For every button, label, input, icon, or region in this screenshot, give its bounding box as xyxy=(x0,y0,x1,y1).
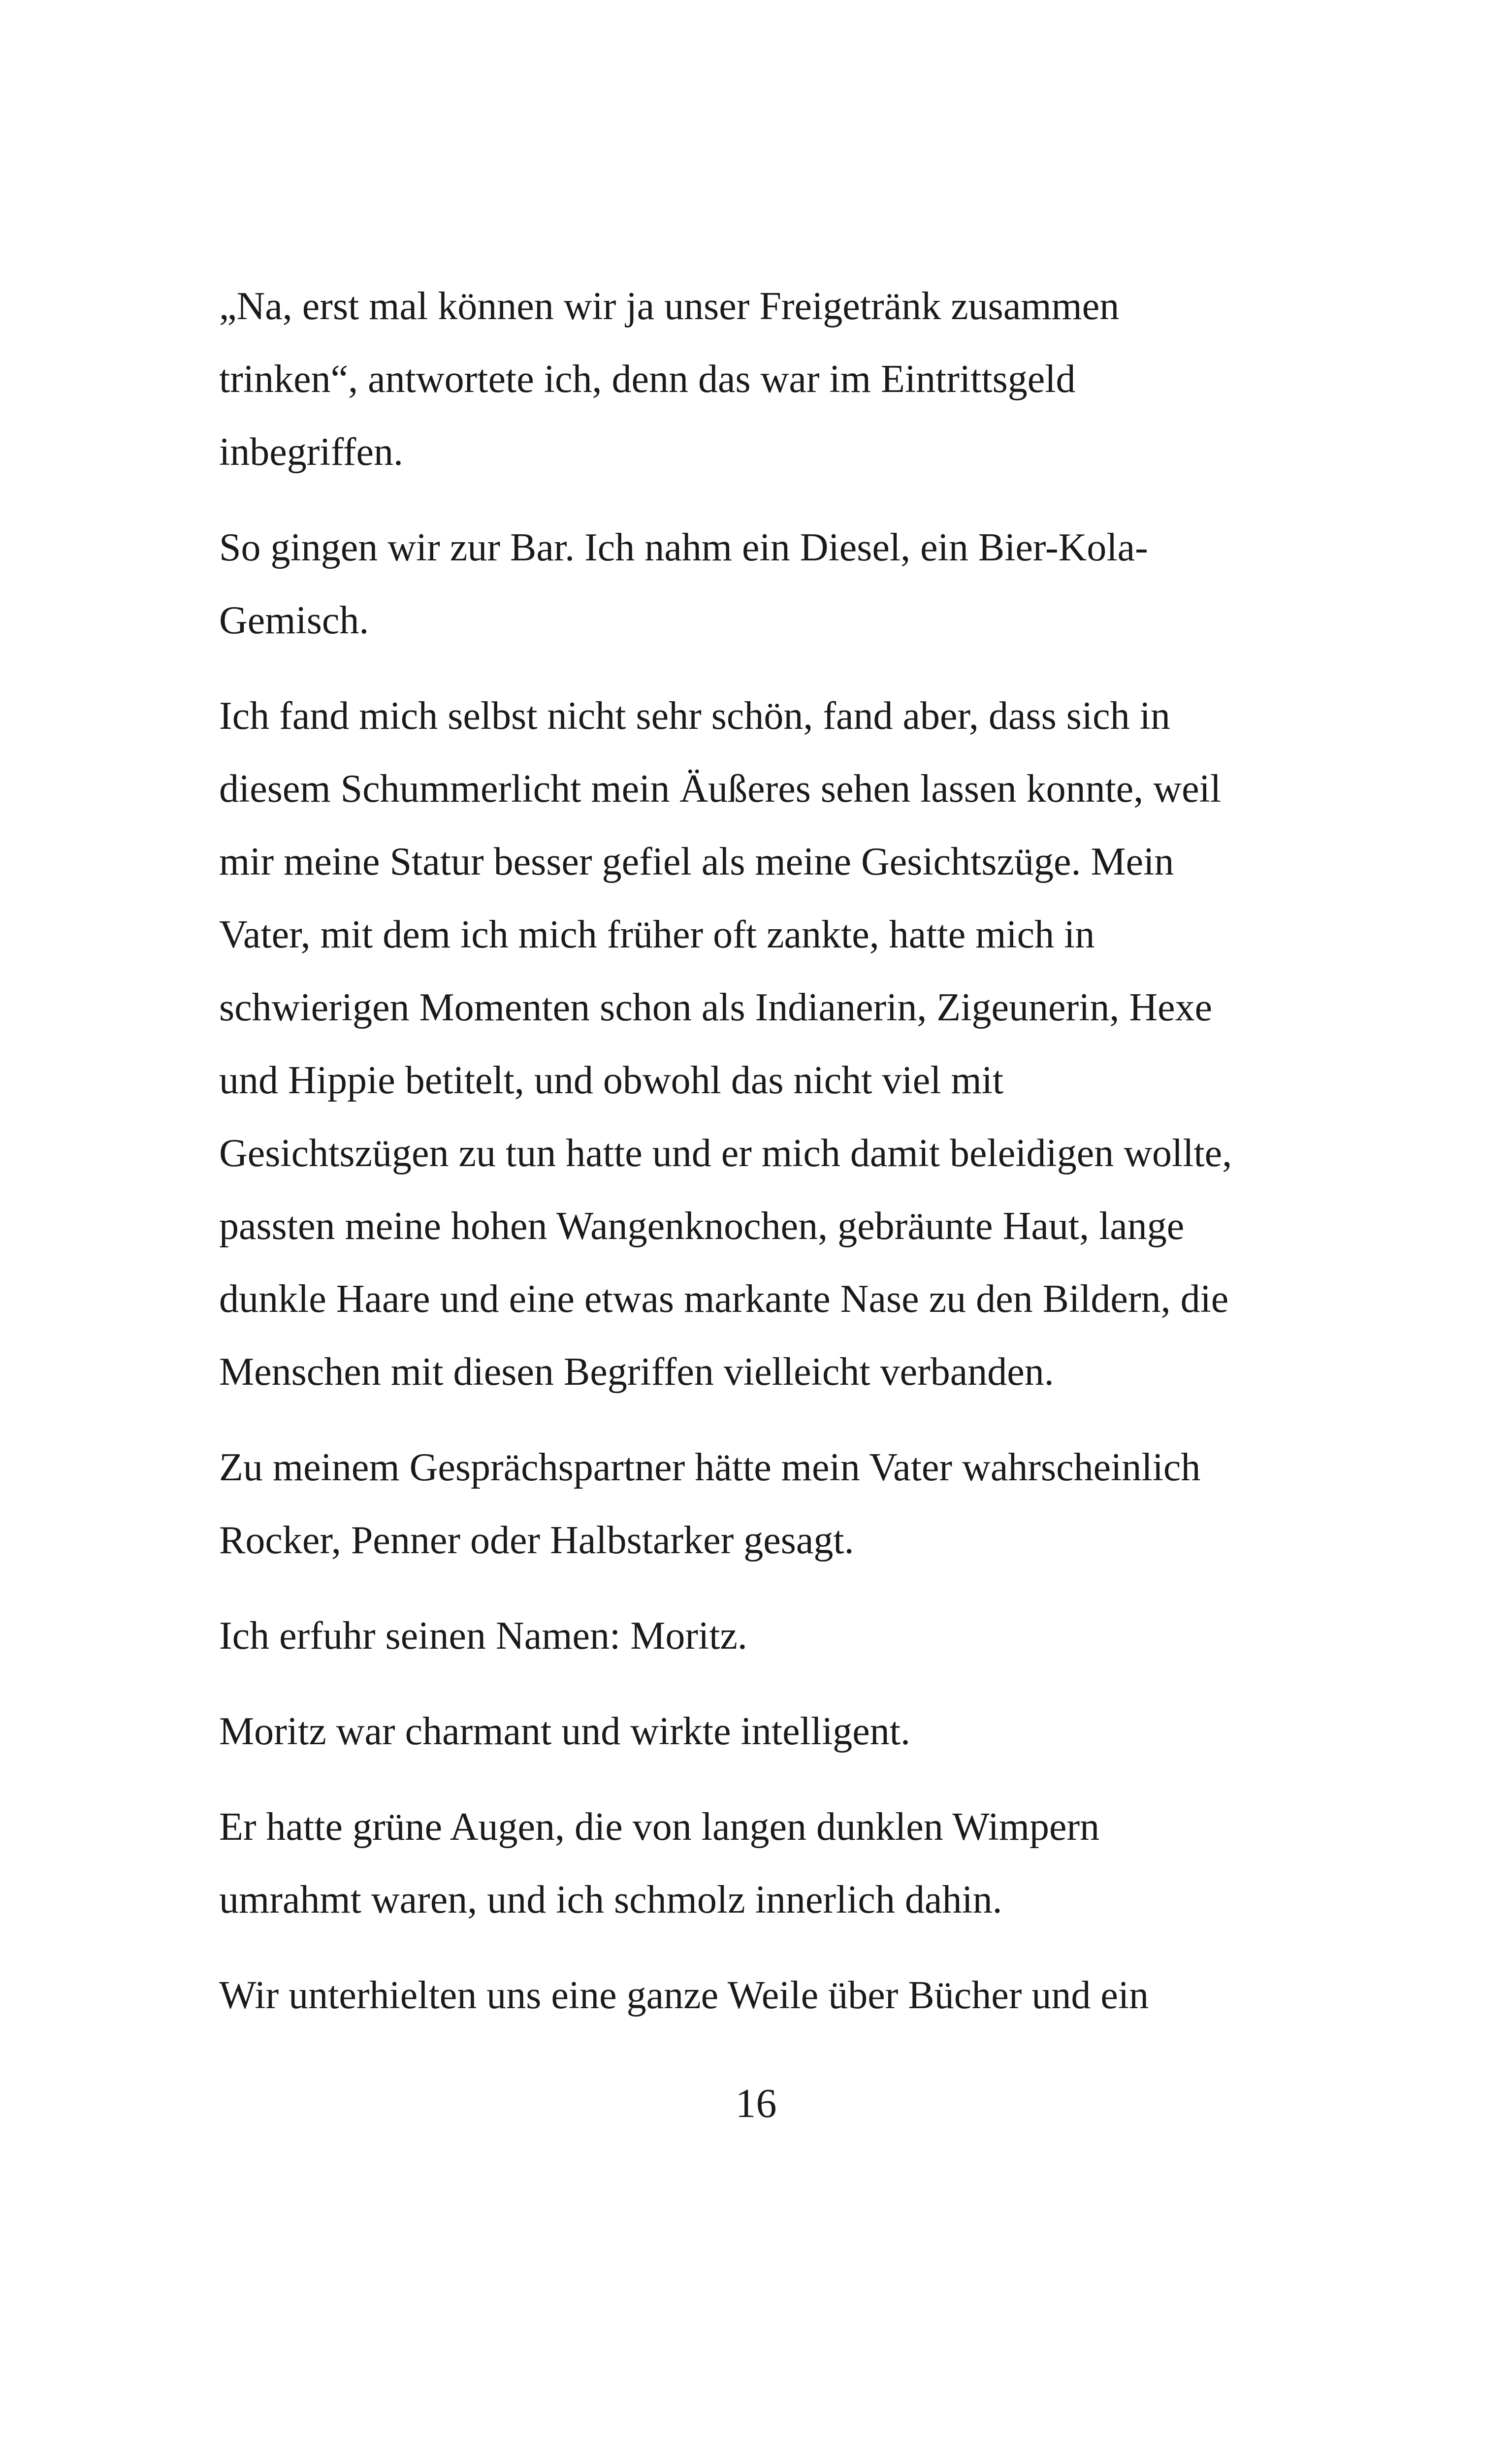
text-line: „Na, erst mal können wir ja unser Freigetränk zusammen xyxy=(219,285,1120,328)
text-line: Ich fand mich selbst nicht sehr schön, fand aber, dass sich in xyxy=(219,694,1170,738)
text-line: Gemisch. xyxy=(219,599,369,642)
paragraph xyxy=(219,1959,1322,2032)
text-line: Menschen mit diesen Begriffen vielleicht verbanden. xyxy=(219,1350,1054,1394)
text-line: schwierigen Momenten schon als Indianerin, Zigeunerin, Hexe xyxy=(219,986,1213,1029)
page-number: 16 xyxy=(735,2081,777,2126)
text-line: So gingen wir zur Bar. Ich nahm ein Diesel, ein Bier-Kola- xyxy=(219,526,1148,569)
paragraph xyxy=(219,270,1322,489)
text-line: passten meine hohen Wangenknochen, gebräunte Haut, lange xyxy=(219,1205,1185,1248)
paragraph xyxy=(219,680,1322,1408)
paragraph xyxy=(219,511,1322,657)
text-line: Vater, mit dem ich mich früher oft zankte, hatte mich in xyxy=(219,913,1095,956)
text-line: diesem Schummerlicht mein Äußeres sehen lassen konnte, weil xyxy=(219,767,1222,811)
paragraph xyxy=(219,1431,1322,1577)
text-line: Gesichtszügen zu tun hatte und er mich damit beleidigen wollte, xyxy=(219,1132,1232,1175)
text-line: Moritz war charmant und wirkte intelligent. xyxy=(219,1710,911,1753)
text-line: Wir unterhielten uns eine ganze Weile über Bücher und ein xyxy=(219,1974,1149,2017)
paragraph xyxy=(219,1791,1322,1936)
text-line: dunkle Haare und eine etwas markante Nase zu den Bildern, die xyxy=(219,1277,1229,1321)
paragraph xyxy=(219,1599,1322,1672)
text-line: trinken“, antwortete ich, denn das war im Eintrittsgeld xyxy=(219,358,1076,401)
text-line: und Hippie betitelt, und obwohl das nicht viel mit xyxy=(219,1059,1004,1102)
text-line: Ich erfuhr seinen Namen: Moritz. xyxy=(219,1614,747,1658)
text-line: inbegriffen. xyxy=(219,430,403,474)
text-line: Er hatte grüne Augen, die von langen dunklen Wimpern xyxy=(219,1805,1100,1849)
text-line: mir meine Statur besser gefiel als meine Gesichtszüge. Mein xyxy=(219,840,1174,883)
text-line: Rocker, Penner oder Halbstarker gesagt. xyxy=(219,1519,854,1562)
body-text xyxy=(219,270,1322,2054)
text-line: Zu meinem Gesprächspartner hätte mein Vater wahrscheinlich xyxy=(219,1446,1201,1489)
text-line: umrahmt waren, und ich schmolz innerlich dahin. xyxy=(219,1878,1002,1922)
paragraph xyxy=(219,1695,1322,1768)
